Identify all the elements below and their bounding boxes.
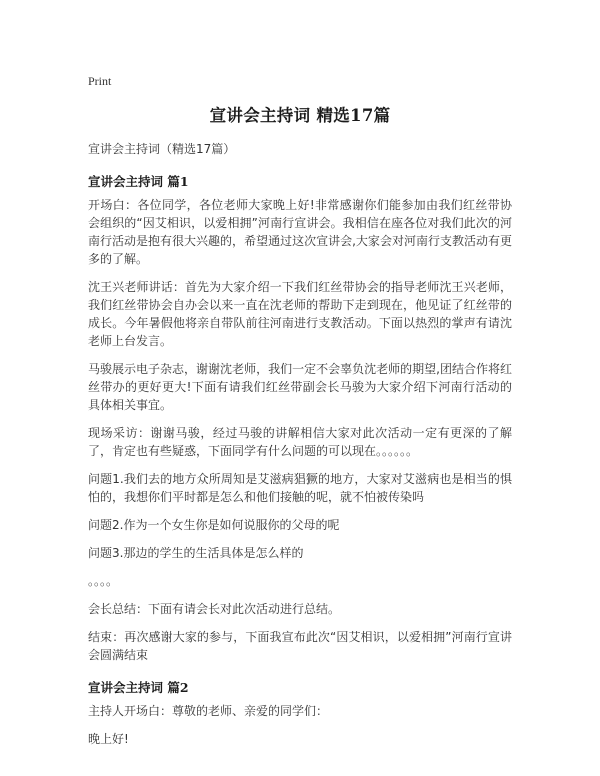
- paragraph-host-opening: 主持人开场白：尊敬的老师、亲爱的同学们：: [88, 704, 329, 718]
- paragraph-teacher-speech: 沈王兴老师讲话：首先为大家介绍一下我们红丝带协会的指导老师沈王兴老师，我们红丝带协会自办会以来一直在沈老师的帮助下走到现在，他见证了红丝带的成长。今年暑假他将亲自带队前往河南进行支教活动。下面以热烈的掌声有请沈老师上台发言。: [88, 280, 512, 348]
- section-heading: 宣讲会主持词 篇2: [88, 680, 189, 695]
- print-link[interactable]: Print: [88, 74, 112, 88]
- paragraph-ellipsis: 。。。。: [88, 574, 119, 588]
- paragraph-question-1: 问题1.我们去的地方众所周知是艾滋病猖獗的地方，大家对艾滋病也是相当的惧怕的，我想你们平时都是怎么和他们接触的呢，就不怕被传染吗: [88, 472, 512, 504]
- paragraph-question-3: 问题3.那边的学生的生活具体是怎么样的: [88, 546, 304, 560]
- paragraph-summary: 会长总结：下面有请会长对此次活动进行总结。: [88, 602, 341, 616]
- section-2: [88, 678, 512, 748]
- document-subtitle: 宣讲会主持词（精选17篇）: [88, 142, 236, 156]
- paragraph-opening: 开场白：各位同学，各位老师大家晚上好!非常感谢你们能参加由我们红丝带协会组织的“因艾相识，以爱相拥”河南行宣讲会。我相信在座各位对我们此次的河南行活动是抱有很大兴趣的，希望通过这次宣讲会,大家会对河南行支教活动有更多的了解。: [88, 198, 512, 266]
- section-1: [88, 172, 512, 664]
- paragraph-magazine: 马骏展示电子杂志，谢谢沈老师，我们一定不会辜负沈老师的期望,团结合作将红丝带办的更好更大!下面有请我们红丝带副会长马骏为大家介绍下河南行活动的具体相关事宜。: [88, 362, 512, 412]
- paragraph-question-2: 问题2.作为一个女生你是如何说服你的父母的呢: [88, 518, 340, 532]
- document-title: 宣讲会主持词 精选17篇: [209, 106, 391, 125]
- paragraph-interview: 现场采访：谢谢马骏，经过马骏的讲解相信大家对此次活动一定有更深的了解了，肯定也有些疑惑，下面同学有什么问题的可以现在。。。。。。: [88, 426, 512, 458]
- paragraph-closing: 结束：再次感谢大家的参与，下面我宣布此次“因艾相识，以爱相拥”河南行宣讲会圆满结束: [88, 630, 512, 662]
- paragraph-greeting: 晚上好!: [88, 732, 129, 746]
- section-heading: 宣讲会主持词 篇1: [88, 174, 189, 189]
